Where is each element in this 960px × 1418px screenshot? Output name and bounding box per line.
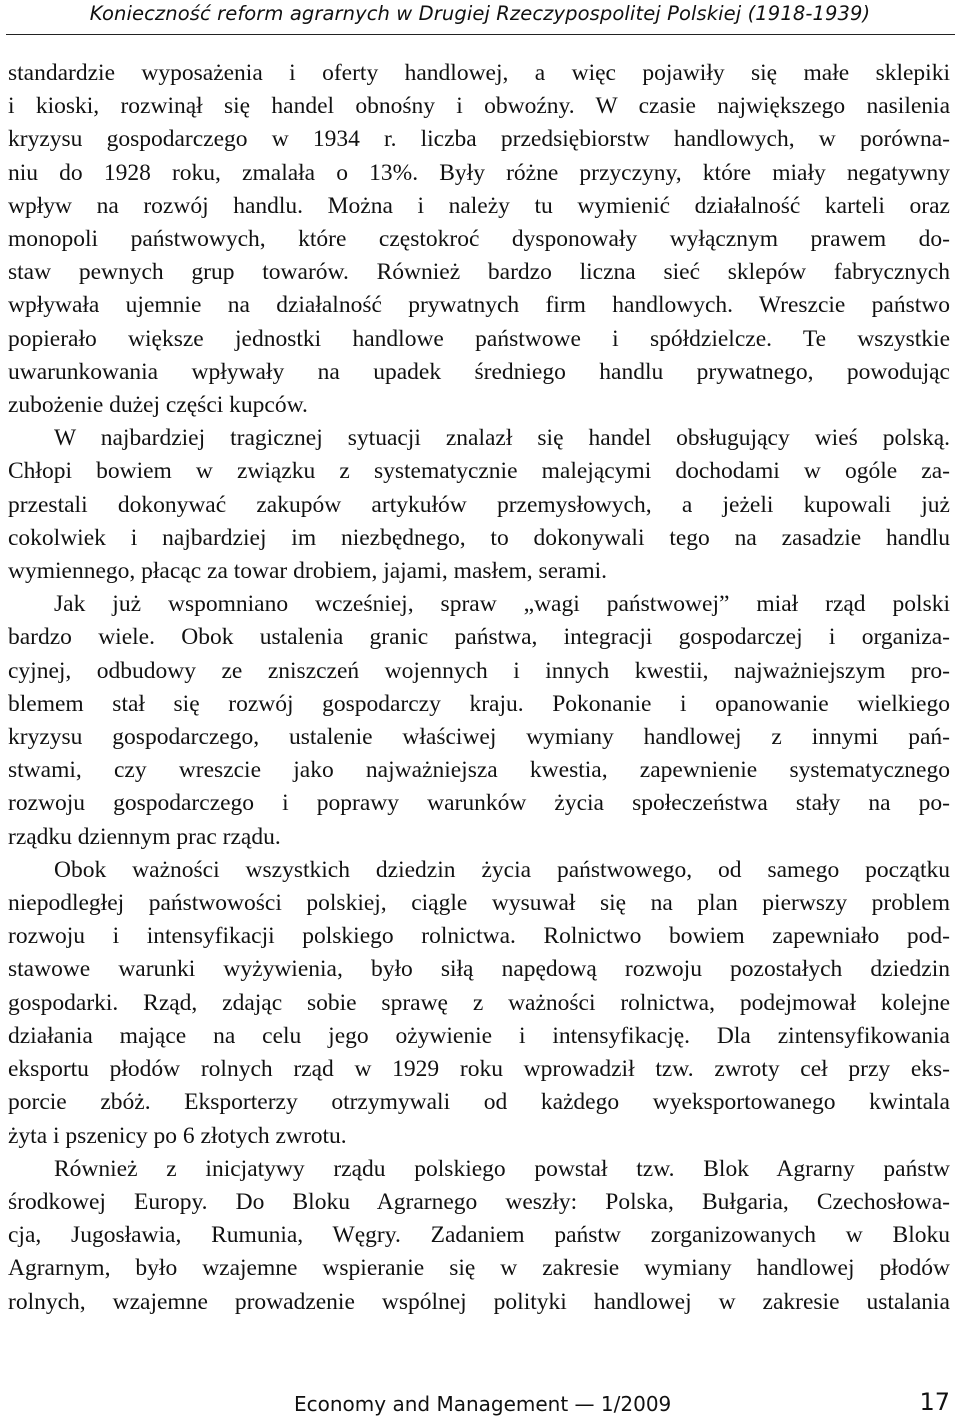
text-line: blemem stał się rozwój gospodarczy kraju. Pokonanie i opanowanie wielkiego [8, 690, 950, 717]
text-line: gospodarki. Rząd, zdając sobie sprawę z ważności rolnictwa, podejmował kolejne [8, 989, 950, 1016]
footer-journal-title: Economy and Management — 1/2009 [294, 1392, 672, 1416]
text-line: W najbardziej tragicznej sytuacji znalazł się handel obsługujący wieś polską. [54, 425, 950, 452]
text-line: Agrarnym, było wzajemne wspieranie się w zakresie wymiany handlowej płodów [8, 1255, 950, 1282]
page-footer [0, 1388, 960, 1418]
running-header-title: Konieczność reform agrarnych w Drugiej Rzeczypospolitej Polskiej (1918-1939) [89, 2, 871, 25]
text-line: cja, Jugosławia, Rumunia, Węgry. Zadaniem państw zorganizowanych w Bloku [8, 1222, 950, 1249]
text-line: przestali dokonywać zakupów artykułów przemysłowych, a jeżeli kupowali już [8, 491, 950, 518]
text-line: wymiennego, płacąc za towar drobiem, jajami, masłem, serami. [8, 558, 608, 585]
text-line: stawowe warunki wyżywienia, było siłą napędową rozwoju pozostałych dziedzin [8, 956, 950, 983]
text-line: staw pewnych grup towarów. Również bardzo liczna sieć sklepów fabrycznych [8, 259, 950, 286]
text-line: wpływała ujemnie na działalność prywatnych firm handlowych. Wreszcie państwo [8, 292, 950, 319]
text-line: działania mające na celu jego ożywienie i intensyfikację. Dla zintensyfikowania [8, 1022, 950, 1049]
text-line: i kioski, rozwinął się handel obnośny i obwoźny. W czasie największego nasilenia [8, 93, 950, 120]
text-line: cokolwiek i najbardziej im niezbędnego, to dokonywali tego na zasadzie handlu [8, 524, 950, 551]
text-line: porcie zbóż. Eksporterzy otrzymywali od każdego wyeksportowanego kwintala [8, 1089, 950, 1116]
text-line: niepodległej państwowości polskiej, ciągle wysuwał się na plan pierwszy problem [8, 890, 950, 917]
text-line: Również z inicjatywy rządu polskiego powstał tzw. Blok Agrarny państw [54, 1155, 950, 1182]
text-line: wpływ na rozwój handlu. Można i należy tu wymienić działalność karteli oraz [8, 192, 950, 219]
text-line: bardzo wiele. Obok ustalenia granic państwa, integracji gospodarczej i organiza- [8, 624, 950, 651]
text-line: rozwoju i intensyfikacji polskiego rolnictwa. Rolnictwo bowiem zapewniało pod- [8, 923, 950, 950]
page-number: 17 [919, 1388, 950, 1416]
text-line: Obok ważności wszystkich dziedzin życia państwowego, od samego początku [54, 856, 950, 883]
text-line: kryzysu gospodarczego w 1934 r. liczba przedsiębiorstw handlowych, w porówna- [8, 126, 950, 153]
text-line: stwami, czy wreszcie jako najważniejsza kwestia, zapewnienie systematycznego [8, 757, 950, 784]
text-line: środkowej Europy. Do Bloku Agrarnego weszły: Polska, Bułgaria, Czechosłowa- [8, 1188, 950, 1215]
text-line: eksportu płodów rolnych rząd w 1929 roku wprowadził tzw. zwroty ceł przy eks- [8, 1056, 950, 1083]
text-line: żyta i pszenicy po 6 złotych zwrotu. [8, 1122, 347, 1149]
text-line: uwarunkowania wpływały na upadek średniego handlu prywatnego, powodując [8, 358, 950, 385]
text-line: niu do 1928 roku, zmalała o 13%. Były różne przyczyny, które miały negatywny [8, 159, 950, 186]
text-line: rozwoju gospodarczego i poprawy warunków życia społeczeństwa stały na po- [8, 790, 950, 817]
text-line: zubożenie dużej części kupców. [8, 392, 308, 419]
text-line: standardzie wyposażenia i oferty handlowej, a więc pojawiły się małe sklepiki [8, 60, 950, 86]
text-line: Chłopi bowiem w związku z systematycznie malejącymi dochodami w ogóle za- [8, 458, 950, 485]
text-line: Jak już wspomniano wcześniej, spraw „wagi państwowej” miał rząd polski [54, 591, 950, 618]
text-line: monopoli państwowych, które częstokroć dysponowały wyłącznym prawem do- [8, 226, 950, 253]
text-line: rolnych, wzajemne prowadzenie wspólnej polityki handlowej w zakresie ustalania [8, 1288, 950, 1315]
text-line: kryzysu gospodarczego, ustalenie właściwej wymiany handlowej z innymi pań- [8, 724, 950, 751]
text-line: cyjnej, odbudowy ze zniszczeń wojennych i innych kwestii, najważniejszym pro- [8, 657, 950, 684]
header-divider [6, 34, 955, 35]
body-text [8, 57, 950, 1319]
text-line: rządku dziennym prac rządu. [8, 823, 281, 850]
text-line: popierało większe jednostki handlowe państwowe i spółdzielcze. Te wszystkie [8, 325, 950, 352]
